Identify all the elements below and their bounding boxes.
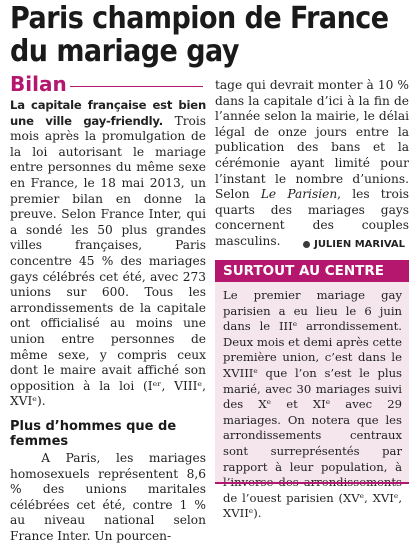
- article-body-end: [215, 78, 409, 250]
- source-name: Le Parisien: [260, 187, 338, 202]
- sidebar-underline: [215, 482, 409, 484]
- article-body: Trois mois après la promulgation de la loi autorisant le mariage entre personnes du même sexe en France, le 18 mai 2013, un premier bilan en donne la preuve. Selon France Inter, qui a sondé les 50 plus grandes villes françaises, Paris concentre 45 % des mariages gays célébrés cet été, avec 273 unions sur 600. Tous les arrondissements de la capitale ont officialisé au moins une union entre personnes de même sexe, y compris ceux dont le maire avait affiché son opposition à la loi (Iᵉʳ, VIIIᵉ, XVIᵉ).: [10, 113, 207, 409]
- article-body-4: , les trois quarts des mariages gays concernent des couples masculins.: [215, 187, 409, 248]
- sidebar-box: [215, 282, 409, 521]
- intertitle: Plus d’hommes que de femmes: [10, 418, 177, 450]
- headline: [10, 1, 389, 69]
- article-body-continued: [10, 451, 206, 545]
- section-kicker: Bilan: [10, 72, 67, 96]
- bullet-dot-icon: [303, 241, 310, 248]
- sidebar-title: SURTOUT AU CENTRE: [215, 260, 409, 282]
- sidebar-body: Le premier mariage gay parisien a eu lieu le 6 juin dans le IIIᵉ arrondissement. Deux mois et demi après cette première union, c’est dans le XVIIIᵉ que l’on s’est le plus marié, avec 30 mariages suivi des Xᵉ et XIᵉ avec 29 mariages. On notera que les arrondissements centraux sont surreprésentés par rapport à leur population, à de l’ouest parisien (XVᵉ, XVIᵉ, XVIIᵉ).: [223, 288, 402, 521]
- kicker-rule: [70, 86, 203, 87]
- headline-line-2: du mariage gay: [10, 34, 239, 69]
- lead-sentence: La capitale française est bien une ville gay-friendly.: [10, 98, 206, 128]
- left-column: [10, 98, 206, 545]
- article-body-3: tage qui devrait monter à 10 % dans la capitale d’ici à la fin de l’année selon la mairie, le délai légal de onze jours entre la publication des bans et la cérémonie ayant limité pour l’instant le nombre d’unions. Selon: [215, 78, 409, 202]
- headline-line-1: Paris champion de France: [10, 1, 389, 36]
- article-body-2: A Paris, les mariages homosexuels représentent 8,6 % des unions maritales célébrées cet été, contre 1 % au niveau national selon France Inter. Un pourcen-: [10, 451, 207, 544]
- author-name: JULIEN MARIVAL: [314, 239, 405, 250]
- right-column: [215, 78, 409, 250]
- byline: [303, 239, 405, 250]
- article-intro: [10, 98, 206, 410]
